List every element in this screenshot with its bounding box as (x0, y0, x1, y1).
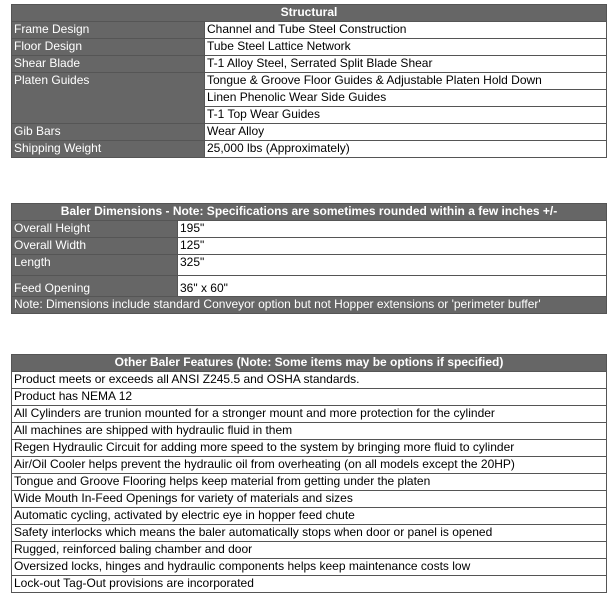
row-value: T-1 Top Wear Guides (205, 107, 607, 124)
list-item: Air/Oil Cooler helps prevent the hydraulic oil from overheating (on all models except the 20HP) (12, 457, 607, 474)
features-table (11, 354, 607, 593)
list-item: Wide Mouth In-Feed Openings for variety of materials and sizes (12, 491, 607, 508)
list-item: Product meets or exceeds all ANSI Z245.5 and OSHA standards. (12, 372, 607, 389)
row-value: 36" x 60" (178, 276, 607, 297)
row-label: Length (12, 255, 178, 276)
dimensions-table (11, 203, 607, 314)
row-value: Linen Phenolic Wear Side Guides (205, 90, 607, 107)
dimensions-note: Note: Dimensions include standard Conveyor option but not Hopper extensions or 'perimeter buffer' (12, 297, 607, 314)
row-label: Overall Height (12, 221, 178, 238)
list-item: All Cylinders are trunion mounted for a stronger mount and more protection for the cylinder (12, 406, 607, 423)
row-value: Tongue & Groove Floor Guides & Adjustable Platen Hold Down (205, 73, 607, 90)
row-value: Tube Steel Lattice Network (205, 39, 607, 56)
list-item: Lock-out Tag-Out provisions are incorporated (12, 576, 607, 593)
row-value: Channel and Tube Steel Construction (205, 22, 607, 39)
features-title: Other Baler Features (Note: Some items may be options if specified) (12, 355, 607, 372)
structural-title: Structural (12, 5, 607, 22)
row-value: 25,000 lbs (Approximately) (205, 141, 607, 158)
structural-table (11, 4, 607, 158)
dimensions-title: Baler Dimensions - Note: Specifications are sometimes rounded within a few inches +/- (12, 204, 607, 221)
list-item: Product has NEMA 12 (12, 389, 607, 406)
table-row (12, 124, 607, 141)
row-label: Shear Blade (12, 56, 205, 73)
list-item: Oversized locks, hinges and hydraulic components helps keep maintenance costs low (12, 559, 607, 576)
table-row (12, 73, 607, 90)
row-label: Floor Design (12, 39, 205, 56)
table-row (12, 141, 607, 158)
row-label: Overall Width (12, 238, 178, 255)
list-item: All machines are shipped with hydraulic fluid in them (12, 423, 607, 440)
row-label: Frame Design (12, 22, 205, 39)
row-value: 195" (178, 221, 607, 238)
table-row (12, 221, 607, 238)
row-label: Gib Bars (12, 124, 205, 141)
list-item: Safety interlocks which means the baler automatically stops when door or panel is opened (12, 525, 607, 542)
row-label: Shipping Weight (12, 141, 205, 158)
row-label: Feed Opening (12, 276, 178, 297)
row-label: Platen Guides (12, 73, 205, 124)
list-item: Automatic cycling, activated by electric eye in hopper feed chute (12, 508, 607, 525)
table-row (12, 39, 607, 56)
table-row (12, 56, 607, 73)
table-row (12, 238, 607, 255)
table-row (12, 276, 607, 297)
list-item: Regen Hydraulic Circuit for adding more speed to the system by bringing more fluid to cylinder (12, 440, 607, 457)
list-item: Rugged, reinforced baling chamber and door (12, 542, 607, 559)
row-value: 125" (178, 238, 607, 255)
row-value: T-1 Alloy Steel, Serrated Split Blade Shear (205, 56, 607, 73)
row-value: Wear Alloy (205, 124, 607, 141)
table-row (12, 22, 607, 39)
row-value: 325" (178, 255, 607, 276)
list-item: Tongue and Groove Flooring helps keep material from getting under the platen (12, 474, 607, 491)
table-row (12, 255, 607, 276)
